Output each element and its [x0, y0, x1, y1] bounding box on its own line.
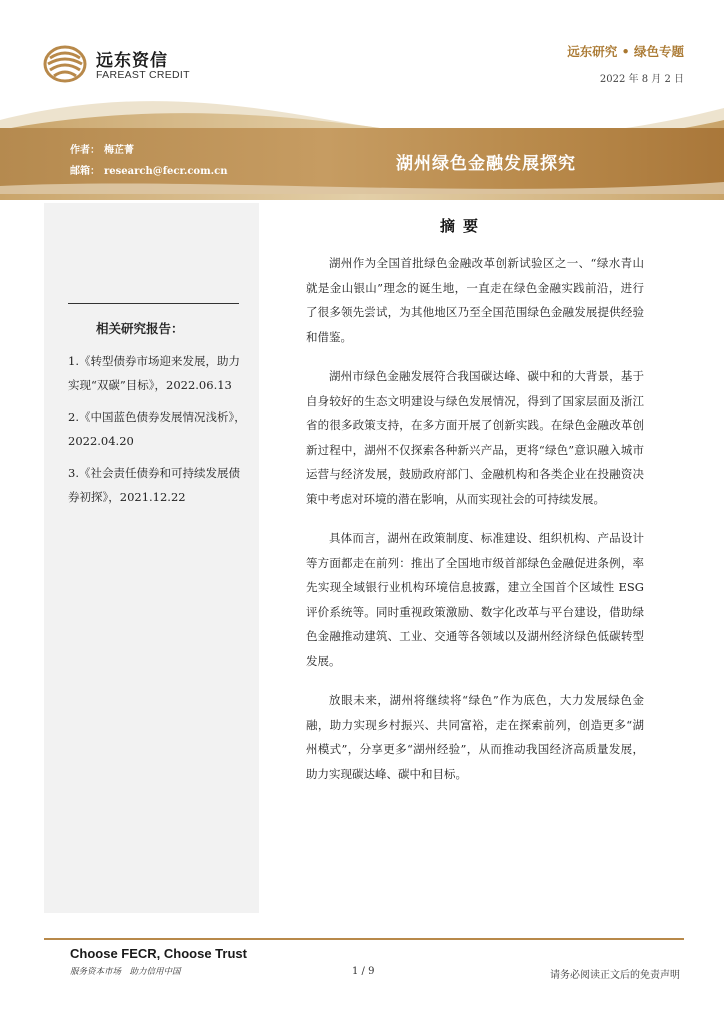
related-report-item[interactable]: 2.《中国蓝色债券发展情况浅析》，2022.04.20 — [68, 410, 246, 448]
related-reports-heading: 相关研究报告： — [96, 321, 184, 336]
author-label: 作者： — [70, 145, 100, 156]
sidebar-divider — [68, 303, 239, 304]
footer-slogan: Choose FECR, Choose Trust — [70, 946, 247, 961]
footer-tagline: 服务资本市场 助力信用中国 — [70, 967, 181, 977]
report-series: 远东研究 • 绿色专题 — [567, 44, 684, 59]
abstract-paragraph: 具体而言，湖州在政策制度、标准建设、组织机构、产品设计等方面都走在前列：推出了全国地市级首部绿色金融促进条例，率先实现全域银行业机构环境信息披露，建立全国首个区域性 ESG 评价系统等。同时重视政策激励、数字化改革与平台建设，借助绿色金融推动建筑、工业、交通等各领域以及湖州经济绿色低碳转型发展。 — [306, 531, 644, 668]
company-logo — [42, 42, 222, 90]
author-name: 梅芷菁 — [104, 145, 134, 156]
report-title: 湖州绿色金融发展探究 — [396, 154, 576, 174]
related-report-item[interactable]: 3.《社会责任债券和可持续发展债券初探》，2021.12.22 — [68, 466, 240, 504]
related-reports-list — [68, 349, 246, 517]
logo-english-name: FAREAST CREDIT — [96, 69, 190, 81]
footer-disclaimer: 请务必阅读正文后的免责声明 — [550, 970, 680, 981]
footer-divider — [44, 938, 684, 940]
email-label: 邮箱： — [70, 166, 100, 177]
abstract-body — [306, 251, 644, 801]
report-date: 2022 年 8 月 2 日 — [599, 74, 684, 85]
abstract-paragraph: 湖州市绿色金融发展符合我国碳达峰、碳中和的大背景，基于自身较好的生态文明建设与绿色发展情况，得到了国家层面及浙江省的很多政策支持，在多方面开展了创新实践。在绿色金融改革创新过程中，湖州不仅探索各种新兴产品，更将“绿色”意识融入城市运营与经济发展，鼓励政府部门、金融机构和各类企业在投融资决策中考虑对环境的潜在影响，从而实现社会的可持续发展。 — [306, 369, 644, 506]
logo-chinese-name: 远东资信 — [96, 51, 168, 71]
abstract-title: 摘要 — [440, 217, 487, 235]
logo-mark-icon — [42, 44, 88, 84]
abstract-paragraph: 放眼未来，湖州将继续将“绿色”作为底色，大力发展绿色金融，助力实现乡村振兴、共同富裕，走在探索前列，创造更多“湖州模式”，分享更多“湖州经验”，从而推动我国经济高质量发展，助力实现碳达峰、碳中和目标。 — [306, 693, 644, 781]
related-report-item[interactable]: 1.《转型债券市场迎来发展，助力实现“双碳”目标》，2022.06.13 — [68, 354, 240, 392]
abstract-paragraph: 湖州作为全国首批绿色金融改革创新试验区之一、“绿水青山就是金山银山”理念的诞生地，一直走在绿色金融实践前沿，进行了很多领先尝试，为其他地区乃至全国范围绿色金融发展提供经验和借鉴。 — [306, 256, 644, 344]
related-reports-sidebar — [44, 203, 259, 913]
author-email[interactable]: research@fecr.com.cn — [104, 166, 228, 177]
author-info — [70, 140, 228, 182]
page-number: 1 / 9 — [352, 966, 375, 977]
